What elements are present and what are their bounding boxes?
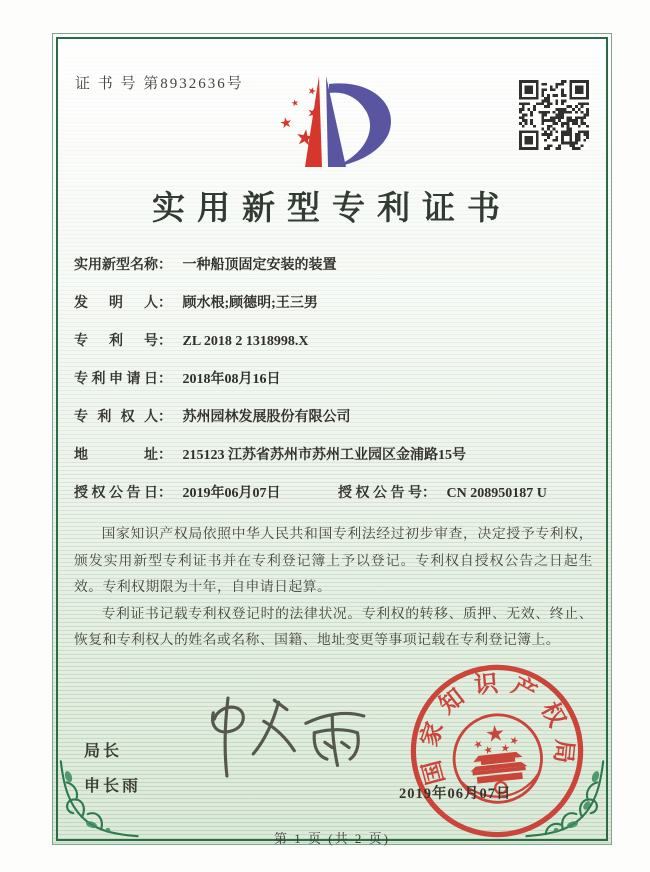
signature-script-icon (188, 679, 388, 794)
field-list (74, 255, 594, 521)
field-colon: ： (158, 410, 172, 425)
seal-text: 国家知识产权局 (416, 670, 578, 788)
field-colon: ： (158, 372, 172, 387)
legal-paragraph-2: 专利证书记载专利权登记时的法律状况。专利权的转移、质押、无效、终止、恢复和专利权人的姓名或名称、国籍、地址变更等事项记载在专利登记簿上。 (74, 605, 593, 647)
field-row-patentee (74, 407, 594, 429)
field-colon: ： (422, 486, 436, 501)
field-colon: ： (158, 258, 172, 273)
field-row-filing-date (74, 369, 594, 391)
field-value: CN 208950187 U (446, 486, 547, 501)
field-row-address (74, 445, 594, 467)
field-label: 专利申请日 (74, 372, 158, 387)
field-value: 2018年08月16日 (182, 372, 281, 387)
field-row-grant (74, 483, 594, 505)
field-label: 授权公告号 (338, 486, 422, 501)
cnipa-logo-icon (249, 64, 413, 186)
legal-text (74, 521, 593, 654)
corner-ornament-icon (57, 744, 153, 840)
field-row-inventors (74, 293, 594, 315)
field-value: 2019年06月07日 (182, 486, 281, 501)
field-label: 授权公告日 (74, 486, 158, 501)
certificate-number: 证 书 号 第8932636号 (75, 76, 244, 92)
certificate-sheet (52, 33, 612, 845)
field-value: 215123 江苏省苏州市苏州工业园区金浦路15号 (182, 448, 466, 463)
field-colon: ： (158, 296, 172, 311)
legal-paragraph-1: 国家知识产权局依照中华人民共和国专利法经过初步审查，决定授予专利权，颁发实用新型专利证书并在专利登记簿上予以登记。专利权自授权公告之日起生效。专利权期限为十年，自申请日起算。 (74, 526, 593, 594)
officer-title: 局长 (84, 743, 123, 760)
field-label: 专利权人 (74, 410, 158, 425)
officer-name: 申长雨 (84, 778, 142, 795)
qr-code (519, 80, 589, 150)
page-number: 第 1 页 (共 2 页) (274, 831, 390, 846)
certificate-title: 实用新型专利证书 (152, 191, 512, 227)
field-value: 一种船顶固定安装的装置 (182, 258, 337, 273)
field-label: 专利号 (74, 334, 158, 349)
field-label: 实用新型名称 (74, 258, 158, 273)
field-label: 地址 (74, 448, 158, 463)
seal-date: 2019年06月07日 (399, 786, 512, 802)
field-colon: ： (158, 486, 172, 501)
field-colon: ： (158, 448, 172, 463)
field-value: 顾水根;顾德明;王三男 (182, 296, 318, 311)
field-row-patent-number (74, 331, 594, 353)
field-value: ZL 2018 2 1318998.X (182, 334, 309, 349)
field-colon: ： (158, 334, 172, 349)
field-label: 发明人 (74, 296, 158, 311)
field-row-name (74, 255, 594, 277)
official-seal (402, 656, 592, 846)
field-value: 苏州园林发展股份有限公司 (182, 410, 351, 425)
